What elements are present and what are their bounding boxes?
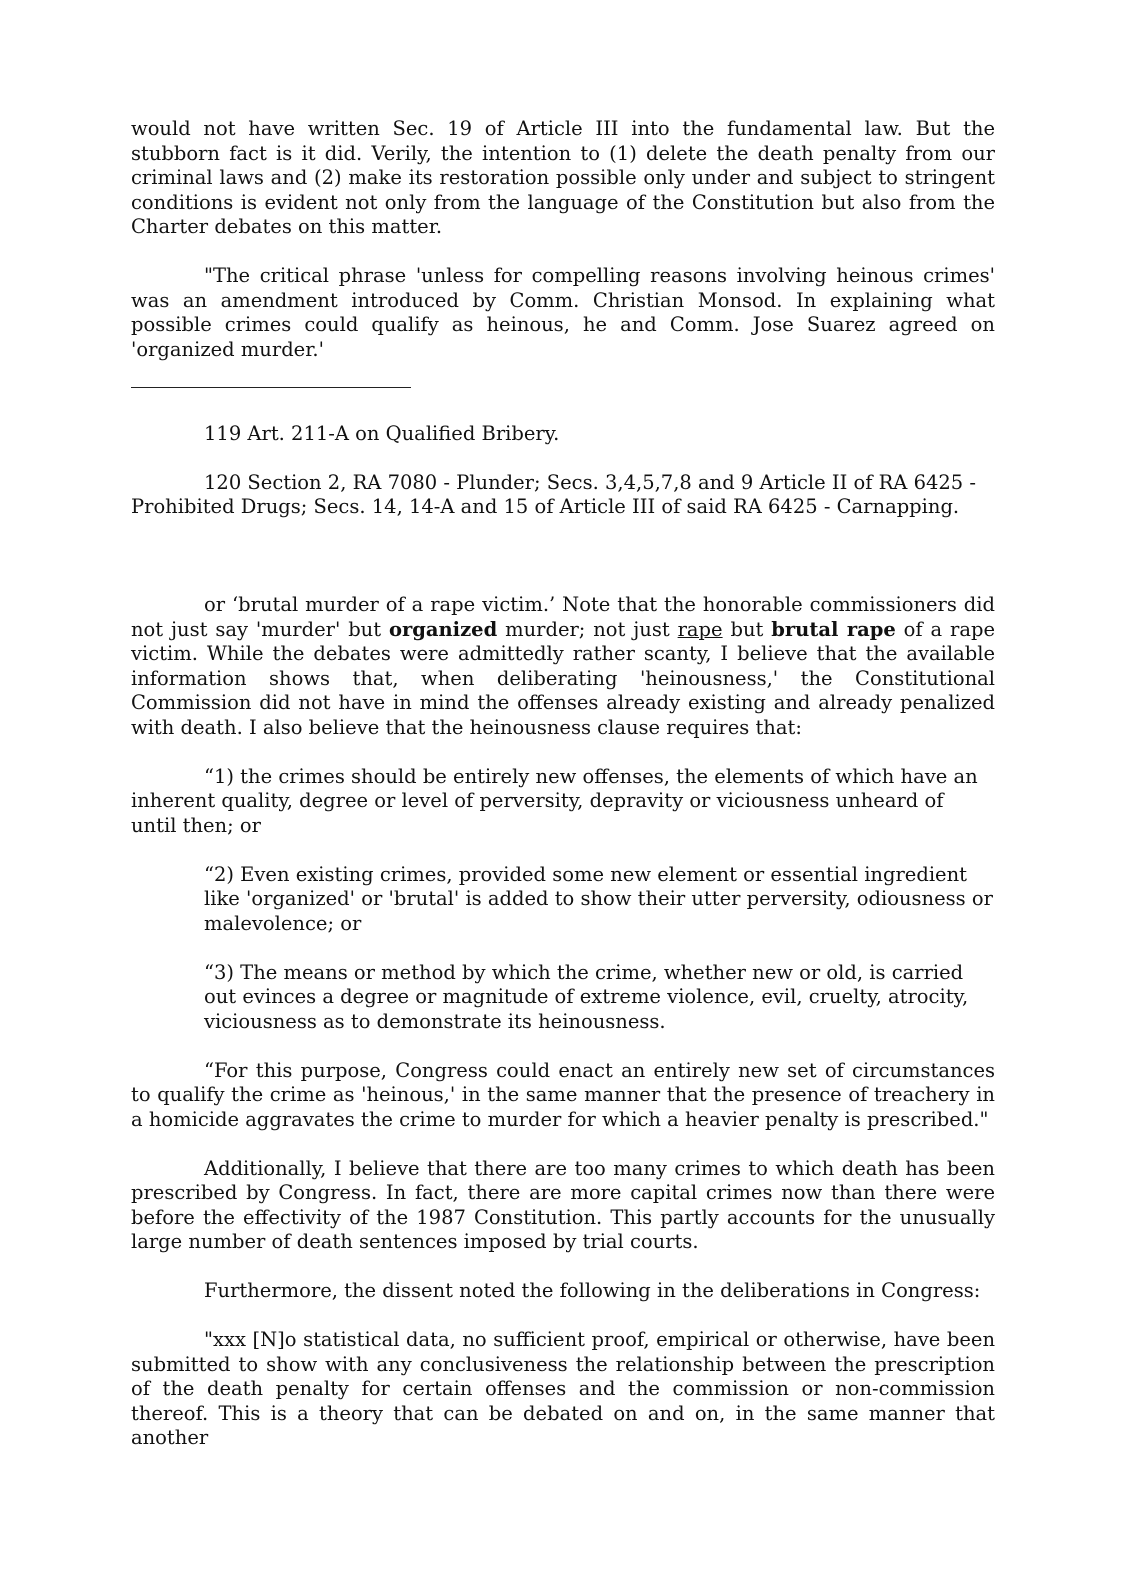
footnote-separator bbox=[131, 387, 411, 388]
paragraph-additionally: Additionally, I believe that there are too many crimes to which death has been prescribed by Congress. In fact, there are more capital crimes now than there were before the effectivity of the 1987 Constitution. This partly accounts for the unusually large number of death sentences imposed by trial courts. bbox=[131, 1156, 995, 1253]
paragraph-continuation: would not have written Sec. 19 of Article III into the fundamental law. But the stubborn fact is it did. Verily, the intention to (1) delete the death penalty from our criminal laws and (2) make its restoration possible only under and subject to stringent conditions is evident not only from the language of the Constitution but also from the Charter debates on this matter. bbox=[131, 117, 995, 238]
paragraph-for-this-purpose: “For this purpose, Congress could enact an entirely new set of circumstances to qualify the crime as 'heinous,' in the same manner that the presence of treachery in a homicide aggravates the crime to murder for which a heavier penalty is prescribed." bbox=[131, 1058, 995, 1131]
paragraph-statistical-data: "xxx [N]o statistical data, no sufficient proof, empirical or otherwise, have been submitted to show with any conclusiveness the relationship between the prescription of the death penalty for certain offenses and the commission or non-commission thereof. This is a theory that can be debated on and on, in the same manner that another bbox=[131, 1328, 995, 1449]
text-run: but bbox=[722, 617, 772, 641]
text-run: of a rape victim. While the debates were admittedly rather scanty, I believe that the available information shows that, when deliberating 'heinousness,' the Constitutional Commission did not have in mind the offenses already existing and already penalized with death. I also believe that the heinousness clause requires that: bbox=[131, 617, 995, 739]
bold-brutal-rape: brutal rape bbox=[771, 617, 896, 641]
footnote-120: 120 Section 2, RA 7080 - Plunder; Secs. 3,4,5,7,8 and 9 Article II of RA 6425 - Prohibited Drugs; Secs. 14, 14-A and 15 of Article III of said RA 6425 - Carnapping. bbox=[131, 470, 977, 518]
underlined-rape: rape bbox=[677, 617, 723, 641]
paragraph-brutal-murder bbox=[131, 593, 995, 740]
text-run: or ‘brutal murder of a rape victim.’ Note that the honorable commissioners did not just say 'murder' but bbox=[131, 593, 995, 641]
text-run: murder; not just bbox=[497, 617, 678, 641]
quote-item-1: “1) the crimes should be entirely new offenses, the elements of which have an inherent quality, degree or level of perversity, depravity or viciousness unheard of until then; or bbox=[131, 764, 978, 837]
paragraph-critical-phrase: "The critical phrase 'unless for compelling reasons involving heinous crimes' was an amendment introduced by Comm. Christian Monsod. In explaining what possible crimes could qualify as heinous, he and Comm. Jose Suarez agreed on 'organized murder.' bbox=[131, 264, 995, 361]
quote-item-3: “3) The means or method by which the crime, whether new or old, is carried out evinces a degree or magnitude of extreme violence, evil, cruelty, atrocity, viciousness as to demonstrate its heinousness. bbox=[204, 960, 969, 1033]
quote-item-2: “2) Even existing crimes, provided some new element or essential ingredient like 'organized' or 'brutal' is added to show their utter perversity, odiousness or malevolence; or bbox=[204, 862, 993, 935]
paragraph-furthermore: Furthermore, the dissent noted the following in the deliberations in Congress: bbox=[204, 1279, 981, 1302]
footnote-119: 119 Art. 211-A on Qualified Bribery. bbox=[204, 421, 560, 445]
document-page bbox=[131, 117, 995, 1475]
bold-organized: organized bbox=[388, 617, 498, 641]
page-break-gap bbox=[131, 544, 995, 593]
